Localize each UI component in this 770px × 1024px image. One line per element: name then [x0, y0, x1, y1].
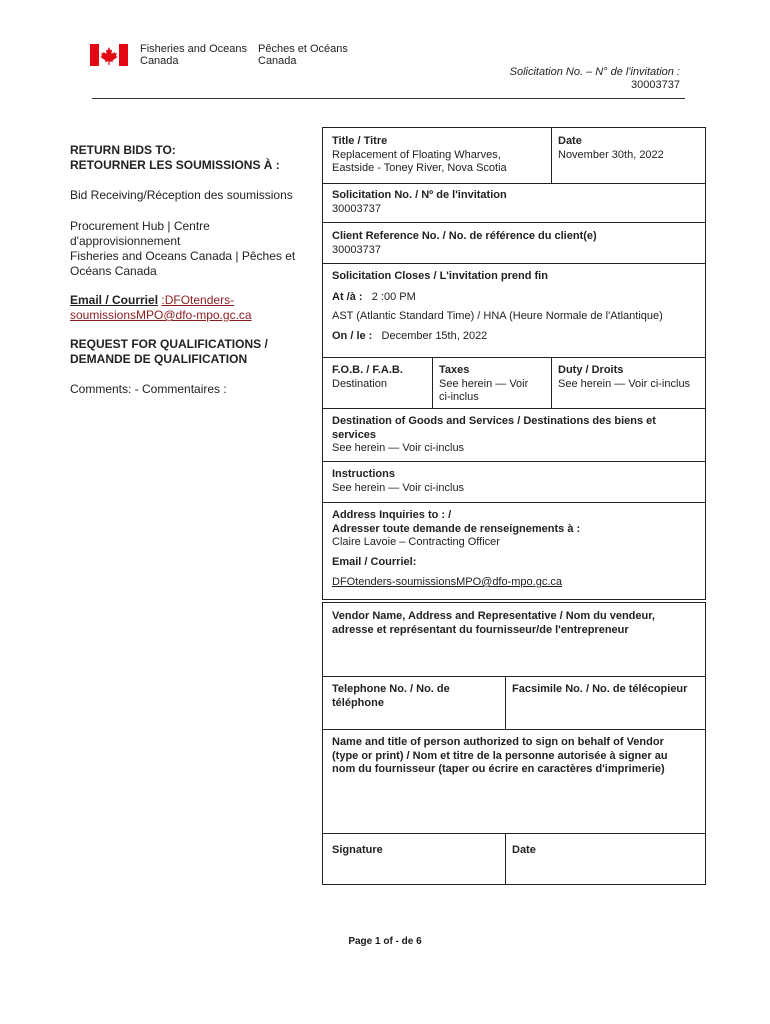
facsimile-field[interactable]: [512, 683, 704, 697]
agency-name-en: [140, 43, 247, 67]
hub-line2: d'approvisionnement: [70, 234, 181, 248]
form-email-field: [332, 556, 702, 570]
instructions-value: See herein — Voir ci-inclus: [332, 481, 465, 494]
taxes-field: [439, 364, 549, 405]
row-divider-5: [322, 408, 706, 409]
closing-date: [332, 330, 702, 344]
duty-label: Duty / Droits: [558, 364, 624, 376]
title-field: [332, 135, 547, 176]
title-value-line1: Replacement of Floating Wharves,: [332, 148, 501, 161]
at-value: 2 :00 PM: [371, 291, 416, 303]
solicitation-no-field: [332, 189, 702, 216]
agency-fr-line1: Pêches et Océans: [258, 43, 348, 55]
on-value: December 15th, 2022: [381, 330, 488, 342]
signature-date-divider: [505, 833, 506, 885]
address-label-line1: Address Inquiries to : /: [332, 509, 452, 521]
row-divider-3: [322, 263, 706, 264]
return-bids-fr: RETOURNER LES SOUMISSIONS À :: [70, 158, 280, 172]
solicitation-header-label: Solicitation No. – N° de l'invitation :: [509, 66, 680, 78]
comments-label: Comments: - Commentaires :: [70, 382, 227, 396]
rfq-heading: [70, 337, 320, 367]
form-email-label: Email / Courriel:: [332, 556, 417, 568]
fob-value: Destination: [332, 377, 388, 390]
return-bids-en: RETURN BIDS TO:: [70, 143, 176, 157]
date-value: November 30th, 2022: [558, 148, 664, 161]
telephone-label-line2: téléphone: [332, 696, 384, 709]
vendor-row-divider-3: [322, 833, 706, 834]
date-field: [558, 135, 703, 162]
closes-field: [332, 270, 702, 284]
person-label-line2: (type or print) / Nom et titre de la personne autorisée à signer au: [332, 749, 668, 762]
vendor-name-label-line1: Vendor Name, Address and Representative / Nom du vendeur,: [332, 610, 655, 622]
agency-en-line1: Fisheries and Oceans: [140, 43, 247, 55]
instructions-label: Instructions: [332, 468, 395, 480]
address-inquiries-field: [332, 509, 702, 550]
authorized-person-field[interactable]: [332, 736, 704, 777]
address-label-line2: Adresser toute demande de renseignements à :: [332, 522, 581, 535]
duty-value: See herein — Voir ci-inclus: [558, 377, 691, 390]
destination-label-line2: services: [332, 428, 377, 441]
closes-label: Solicitation Closes / L'invitation prend fin: [332, 270, 548, 282]
hub-line3: Fisheries and Oceans Canada | Pêches et: [70, 249, 296, 263]
left-email: [70, 293, 320, 323]
agency-en-line2: Canada: [140, 55, 179, 67]
fob-field: [332, 364, 430, 391]
row-divider-4: [322, 357, 706, 358]
left-email-link-part2[interactable]: soumissionsMPO@dfo-mpo.gc.ca: [70, 308, 252, 322]
vendor-name-field[interactable]: [332, 610, 704, 637]
agency-fr-line2: Canada: [258, 55, 297, 67]
duty-field: [558, 364, 704, 391]
return-bids-heading: [70, 143, 310, 173]
destination-value: See herein — Voir ci-inclus: [332, 442, 465, 454]
facsimile-label: Facsimile No. / No. de télécopieur: [512, 683, 688, 695]
vendor-row-divider-2: [322, 729, 706, 730]
taxes-value-line1: See herein — Voir: [439, 377, 529, 390]
client-ref-value: 30003737: [332, 243, 381, 256]
hub-line4: Océans Canada: [70, 264, 157, 278]
on-label: On / le :: [332, 330, 373, 342]
agency-name-fr: [258, 43, 348, 67]
at-label: At /à :: [332, 291, 363, 303]
row-divider-1: [322, 183, 706, 184]
solicitation-no-value: 30003737: [332, 202, 381, 215]
destination-label-line1: Destination of Goods and Services / Destinations des biens et: [332, 415, 656, 427]
hub-line1: Procurement Hub | Centre: [70, 219, 210, 233]
left-email-label: Email / Courriel: [70, 293, 159, 307]
signature-label: Signature: [332, 844, 383, 856]
bid-receiving-text: Bid Receiving/Réception des soumissions: [70, 188, 293, 202]
signature-field[interactable]: [332, 844, 502, 858]
taxes-duty-divider: [551, 357, 552, 408]
fob-taxes-divider: [432, 357, 433, 408]
tel-fax-divider: [505, 676, 506, 729]
title-label: Title / Titre: [332, 135, 388, 147]
address-value: Claire Lavoie – Contracting Officer: [332, 536, 500, 548]
left-email-link-part1[interactable]: :DFOtenders-: [161, 293, 235, 307]
title-date-divider: [551, 127, 552, 183]
form-email-link[interactable]: DFOtenders-soumissionsMPO@dfo-mpo.gc.ca: [332, 576, 563, 588]
rfq-line2: DEMANDE DE QUALIFICATION: [70, 352, 248, 366]
person-label-line3: nom du fournisseur (taper ou écrire en caractères d'imprimerie): [332, 763, 665, 775]
taxes-value-line2: ci-inclus: [439, 391, 479, 403]
telephone-field[interactable]: [332, 683, 502, 710]
title-value-line2: Eastside - Toney River, Nova Scotia: [332, 162, 507, 174]
fob-label: F.O.B. / F.A.B.: [332, 364, 403, 376]
vendor-date-label: Date: [512, 844, 536, 856]
canada-flag-icon: [90, 44, 128, 66]
date-label: Date: [558, 135, 582, 147]
telephone-label-line1: Telephone No. / No. de: [332, 683, 450, 695]
row-divider-7: [322, 502, 706, 503]
row-divider-6: [322, 461, 706, 462]
rfq-line1: REQUEST FOR QUALIFICATIONS /: [70, 337, 268, 351]
closing-time: [332, 291, 702, 305]
vendor-date-field[interactable]: [512, 844, 702, 858]
destination-field: [332, 415, 702, 456]
vendor-name-label-line2: adresse et représentant du fournisseur/de l'entrepreneur: [332, 623, 629, 636]
vendor-row-divider-1: [322, 676, 706, 677]
taxes-label: Taxes: [439, 364, 470, 376]
timezone-text: AST (Atlantic Standard Time) / HNA (Heure Normale de l'Atlantique): [332, 310, 663, 322]
client-ref-label: Client Reference No. / No. de référence du client(e): [332, 230, 597, 242]
page-number: Page 1 of - de 6: [348, 936, 422, 947]
instructions-field: [332, 468, 702, 495]
client-ref-field: [332, 230, 702, 257]
person-label-line1: Name and title of person authorized to sign on behalf of Vendor: [332, 736, 664, 748]
procurement-hub-text: [70, 219, 320, 279]
solicitation-no-label: Solicitation No. / Nº de l'invitation: [332, 189, 507, 201]
solicitation-header-number: 30003737: [631, 79, 680, 91]
header-divider: [92, 98, 685, 99]
row-divider-2: [322, 222, 706, 223]
solicitation-header: [420, 66, 680, 92]
